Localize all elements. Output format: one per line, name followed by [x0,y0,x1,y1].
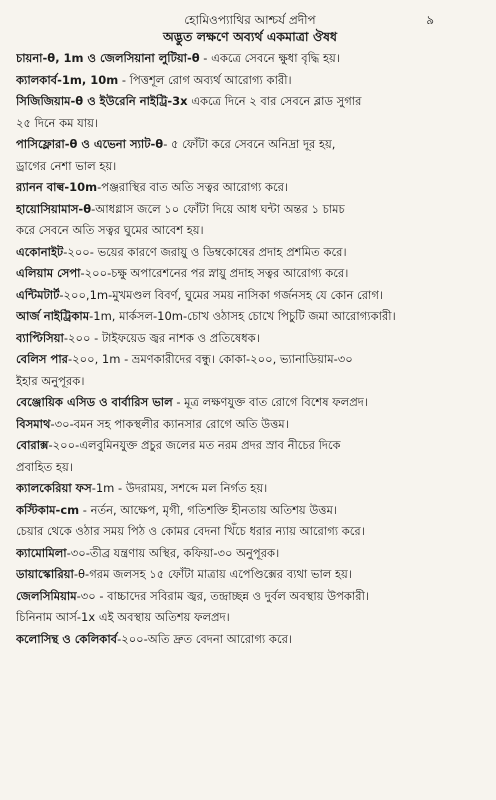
remedy-entry [16,91,484,113]
remedy-description: -২০০-অতি দ্রুত বেদনা আরোগ্য করে। [117,631,293,646]
remedy-description: -২০০ - টাইফয়েড জ্বর নাশক ও প্রতিষেধক। [63,330,260,345]
remedy-name: বিসমাথ [16,416,51,431]
remedy-name: র‍্যানন বাল্ব-10m [16,180,98,194]
remedy-description: -২০০-চক্ষু অপারেশনের পর স্নায়ু প্রদাহ সত্বর আরোগ্য করে। [80,266,349,280]
remedy-entry [16,500,484,522]
remedy-name: জেলসিমিয়াম [16,588,77,603]
remedy-entry [16,435,484,457]
remedy-name: হায়োসিয়ামাস-θ [16,201,92,216]
remedy-entry [16,543,484,565]
remedy-entry [16,177,484,199]
remedy-description-continued: ইহার অনুপূরক। [16,373,85,388]
remedy-name: বেঞ্জোয়িক এসিড ও বার্বারিস ভাল [16,395,173,409]
remedy-name: পাসিফ্লোরা-θ ও এভেনা স্যাট-θ [16,137,164,151]
remedy-entry [16,564,484,586]
remedy-entry [16,242,484,264]
remedy-entry [16,134,484,156]
remedy-description: -পঞ্জরাস্থির বাত অতি সত্বর আরোগ্য করে। [97,180,289,194]
remedy-name: কস্টিকাম-cm [16,502,80,517]
remedy-name: ডায়াস্কোরিয়া [16,567,74,581]
remedy-description: -1m, মার্কসল-10m-চোখ ওঠাসহ চোখে পিচুটি জমা আরোগ্যকারী। [89,309,396,323]
remedy-name: এন্টিমটার্ট [16,287,60,302]
remedy-entry [16,48,484,70]
remedy-entry [16,414,484,436]
section-heading: অদ্ভুত লক্ষণে অব্যর্থ একমাত্রা ঔষধ [162,29,338,44]
remedy-description-continued: প্রবাহিত হয়। [16,459,73,474]
remedy-description: - একত্রে সেবনে ক্ষুধা বৃদ্ধি হয়। [199,51,340,65]
remedy-description: -আধগ্লাস জলে ১০ ফোঁটা দিয়ে আধ ঘন্টা অন্তর ১ চামচ [91,201,345,216]
remedy-name: কলোসিন্থ ও কেলিকার্ব [16,631,118,646]
remedy-description: -৩০-বমন সহ পাকস্থলীর ক্যানসার রোগে অতি উত্তম। [50,416,289,431]
remedy-entry [16,349,484,371]
remedy-description-continued: ড্রাগের নেশা ভাল হয়। [16,158,117,173]
remedy-entry [16,629,484,651]
remedy-entry [16,199,484,221]
remedy-description: -1m - উদরাময়, সশব্দে মল নির্গত হয়। [91,481,268,495]
remedy-name: ব্যাপ্টিসিয়া [16,330,64,345]
remedy-description-continued: ২৫ দিনে কম যায়। [16,115,99,130]
remedy-description: - ৫ ফোঁটা করে সেবনে অনিদ্রা দূর হয়, [163,137,336,151]
remedy-name: ক্যালকার্ব-1m, 10m [16,72,119,87]
remedy-description: -২০০, 1m - ভ্রমণকারীদের বন্ধু। কোকা-২০০, ভ্যানাডিয়াম-৩০ [68,352,353,366]
remedy-description: -θ-গরম জলসহ ১৫ ফোঁটা মাত্রায় এপেণ্ডিক্সের ব্যথা ভাল হয়। [73,567,352,581]
remedy-entry [16,285,484,307]
remedy-name: সিজিজিয়াম-θ ও ইউরেনি নাইট্রি-3x [16,94,188,108]
remedy-description-continued: করে সেবনে অতি সত্বর ঘুমের আবেশ হয়। [16,223,204,237]
remedy-entry [16,586,484,608]
remedy-description-continued: চেয়ার থেকে ওঠার সময় পিঠ ও কোমর বেদনা খিঁচে ধরার ন্যায় আরোগ্য করে। [16,524,365,538]
remedy-description: -২০০,1m-মুখমণ্ডল বিবর্ণ, ঘুমের সময় নাসিকা গর্জনসহ যে কোন রোগ। [59,287,384,302]
remedy-entry [16,328,484,350]
page-number: ৯ [426,13,434,27]
remedy-description: -২০০- ভয়ের কারণে জরায়ু ও ডিম্বকোষের প্রদাহ প্রশমিত করে। [63,244,347,259]
remedy-name: বোরাক্স [16,438,49,452]
remedy-entry [16,263,484,285]
remedy-description: - মূত্র লক্ষণযুক্ত বাত রোগে বিশেষ ফলপ্রদ। [172,395,368,409]
remedy-name: বেলিস পার [16,352,68,366]
remedy-entry [16,478,484,500]
remedy-description: একত্রে দিনে ২ বার সেবনে ব্লাড সুগার [187,94,362,108]
remedy-description: -৩০-তীব্র যন্ত্রণায় অস্থির, কফিয়া-৩০ অনুপূরক। [66,545,280,560]
running-header: হোমিওপ্যাথির আশ্চর্য প্রদীপ [184,13,316,27]
remedy-entry [16,306,484,328]
remedy-description: - পিত্তশূল রোগ অব্যর্থ আরোগ্য কারী। [118,72,292,87]
remedy-list [16,48,484,650]
remedy-name: ক্যামোমিলা [16,545,67,560]
remedy-name: ক্যালকেরিয়া ফস [16,481,92,495]
remedy-description: -৩০ - বাচ্চাদের সবিরাম জ্বর, তন্দ্রাচ্ছন্ন ও দুর্বল অবস্থায় উপকারী। [76,588,370,603]
remedy-entry [16,392,484,414]
remedy-name: একোনাইট [16,244,64,259]
remedy-description-continued: চিনিনাম আর্স-1x এই অবস্থায় অতিশয় ফলপ্রদ। [16,610,230,624]
remedy-name: এলিয়াম সেপা [16,266,81,280]
remedy-description: -২০০-এলবুমিনযুক্ত প্রচুর জলের মত নরম প্রদর স্রাব নীচের দিকে [48,438,341,452]
remedy-name: চায়না-θ, 1m ও জেলসিয়ানা লুটিয়া-θ [16,51,200,65]
remedy-name: আর্জ নাইট্রিকাম [16,309,90,323]
remedy-description: - নর্তন, আক্ষেপ, মৃগী, গতিশক্তি হীনতায় অতিশয় উত্তম। [79,502,338,517]
remedy-entry [16,70,484,92]
